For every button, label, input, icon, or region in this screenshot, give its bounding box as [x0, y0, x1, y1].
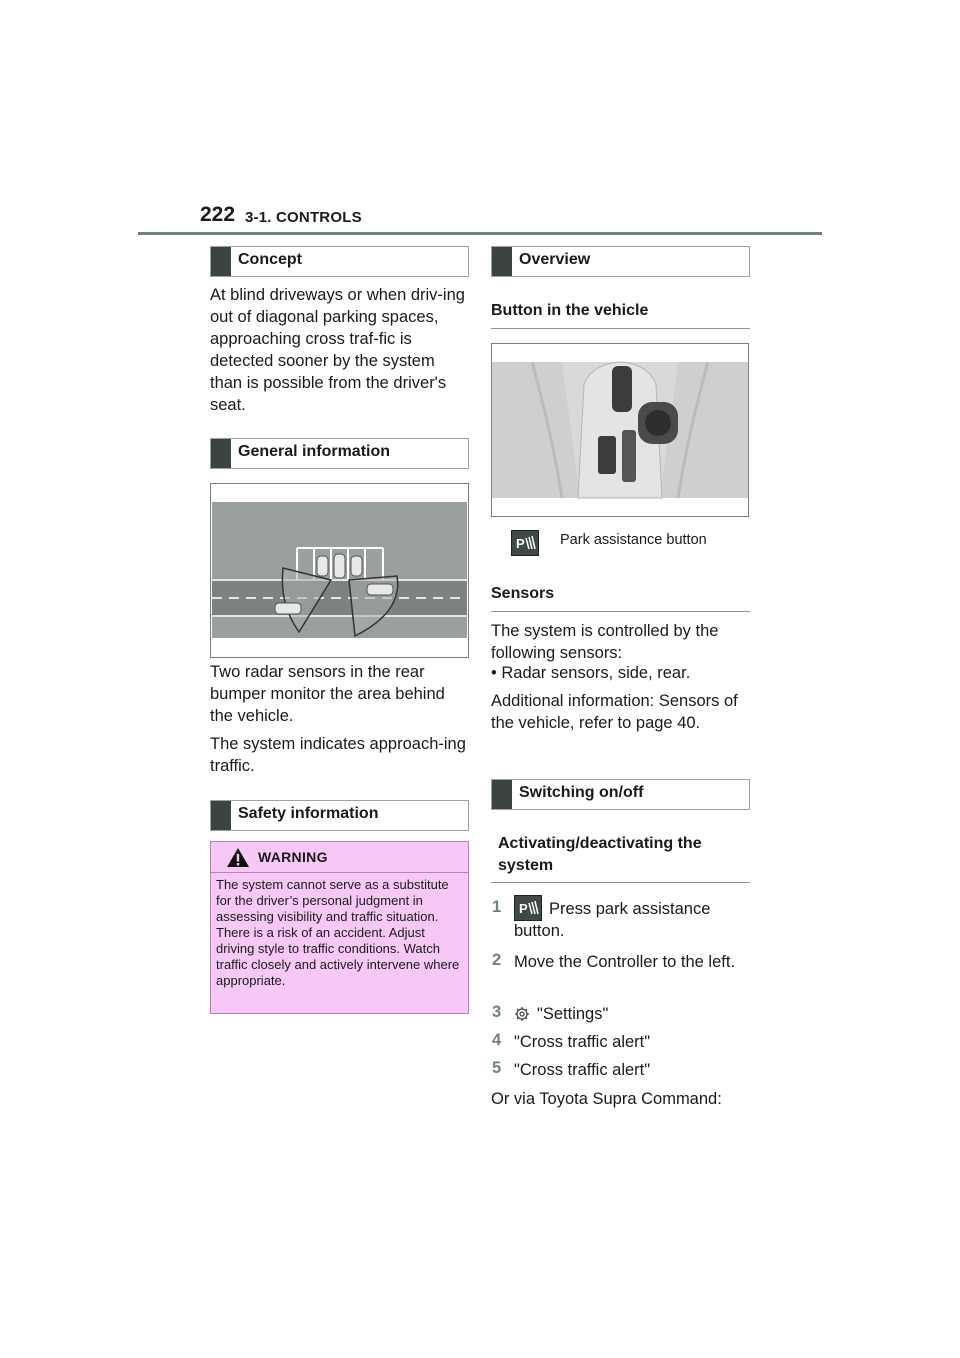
step-5-text: "Cross traffic alert"	[514, 1061, 651, 1079]
cross-traffic-diagram	[210, 483, 469, 658]
indicates-paragraph: The system indicates approach-ing traffic.	[210, 735, 466, 775]
warning-triangle-icon	[226, 847, 250, 868]
park-assistance-caption: Park assistance button	[560, 532, 707, 548]
step-2-text: Move the Controller to the left.	[514, 953, 736, 971]
section-title: Switching on/off	[519, 784, 644, 801]
svg-text:P: P	[516, 536, 525, 551]
additional-info-paragraph: Additional information: Sensors of the vehicle, refer to page 40.	[491, 692, 738, 732]
section-title: Overview	[519, 251, 591, 268]
warning-box	[210, 841, 469, 1014]
command-paragraph: Or via Toyota Supra Command:	[491, 1090, 722, 1108]
step-number: 2	[492, 951, 502, 969]
warning-text: The system cannot serve as a substitute for the driver’s personal judgment in assessing visibility and traffic situation. There is a risk of an accident. Adjust driving style to traffic conditions. Watch traffic closely and actively intervene where appropriate.	[216, 877, 460, 988]
section-title: Safety information	[238, 805, 379, 822]
step-number: 4	[492, 1031, 502, 1049]
section-title: General information	[238, 443, 391, 460]
step-4-text: "Cross traffic alert"	[514, 1033, 651, 1051]
park-assistance-button-icon	[511, 530, 539, 556]
subsection-activating: Activating/deactivating the system	[491, 833, 750, 883]
section-safety-information	[210, 800, 469, 831]
section-overview	[491, 246, 750, 277]
step-number: 5	[492, 1059, 502, 1077]
radar-paragraph: Two radar sensors in the rear bumper monitor the area behind the vehicle.	[210, 663, 445, 725]
section-switching-on-off	[491, 779, 750, 810]
sensors-bullet: • Radar sensors, side, rear.	[491, 664, 691, 682]
step-3-text: "Settings"	[537, 1005, 609, 1023]
section-concept	[210, 246, 469, 277]
warning-header	[211, 842, 468, 873]
step-number: 1	[492, 898, 502, 916]
warning-label: WARNING	[258, 849, 328, 865]
page-number: 222	[200, 203, 236, 226]
concept-paragraph: At blind driveways or when driv-ing out of diagonal parking spaces, approaching cross traf-fic is detected sooner by the system than is possible from the driver's seat.	[210, 286, 465, 414]
console-illustration	[491, 343, 749, 517]
sensors-paragraph: The system is controlled by the following sensors:	[491, 622, 719, 662]
subsection-button-in-vehicle: Button in the vehicle	[491, 300, 750, 329]
parking-illustration	[211, 484, 468, 657]
gear-icon	[514, 1006, 530, 1022]
step-number: 3	[492, 1003, 502, 1021]
center-console-image	[492, 344, 748, 516]
chapter-title: 3-1. CONTROLS	[245, 209, 362, 226]
step-1-text: Press park assistance button.	[514, 900, 711, 940]
section-title: Concept	[238, 251, 302, 268]
section-general-information	[210, 438, 469, 469]
header-rule	[138, 232, 822, 235]
subsection-sensors: Sensors	[491, 583, 750, 612]
svg-text:P: P	[519, 901, 528, 916]
